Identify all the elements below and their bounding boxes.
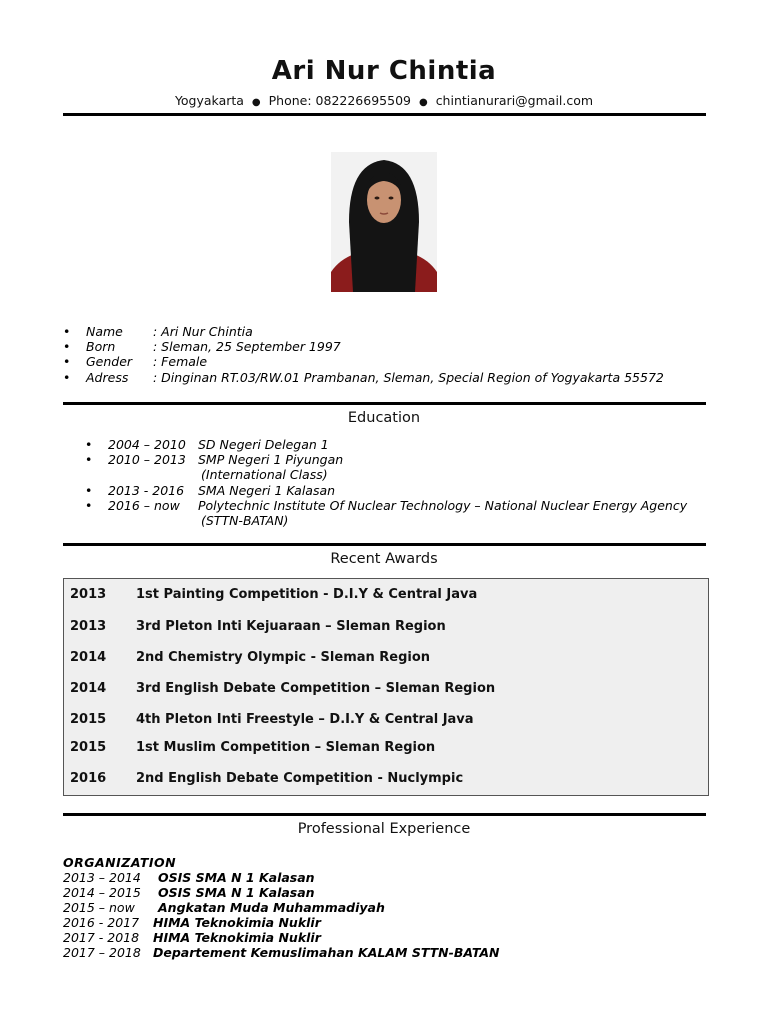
list-item	[63, 354, 703, 369]
info-value: : Dinginan RT.03/RW.01 Prambanan, Sleman, Special Region of Yogyakarta 55572	[153, 369, 664, 385]
org-years: 2017 - 2018	[63, 930, 140, 945]
award-title: 1st Muslim Competition – Sleman Region	[136, 740, 436, 755]
award-year: 2013	[70, 587, 107, 602]
list-item	[63, 370, 703, 385]
list-item	[63, 945, 703, 960]
list-item-note	[85, 467, 705, 482]
award-row	[70, 587, 477, 602]
list-item	[63, 870, 703, 885]
edu-years: 2013 - 2016	[108, 482, 185, 498]
list-item	[85, 452, 705, 467]
organization-title: ORGANIZATION	[63, 855, 177, 870]
profile-photo	[331, 152, 437, 292]
award-year: 2015	[70, 740, 107, 755]
section-divider	[63, 543, 706, 546]
separator-dot: ●	[418, 97, 428, 108]
list-item	[63, 885, 703, 900]
edu-school: SMA Negeri 1 Kalasan	[198, 482, 336, 498]
contact-city: Yogyakarta	[174, 93, 244, 108]
award-title: 4th Pleton Inti Freestyle – D.I.Y & Central Java	[136, 712, 474, 727]
award-row	[70, 740, 435, 755]
header-divider	[63, 113, 706, 116]
award-title: 3rd Pleton Inti Kejuaraan – Sleman Region	[136, 619, 446, 634]
contact-email[interactable]: chintianurari@gmail.com	[435, 93, 594, 108]
contact-phone: Phone: 082226695509	[268, 93, 411, 108]
resume-name: Ari Nur Chintia	[271, 56, 497, 86]
list-item-note	[85, 513, 705, 528]
org-years: 2013 – 2014	[63, 870, 141, 885]
info-label: Born	[86, 339, 116, 355]
award-title: 2nd English Debate Competition - Nuclympic	[136, 771, 464, 786]
info-label: Name	[86, 324, 123, 339]
award-row	[70, 771, 463, 786]
edu-note: (STTN-BATAN)	[201, 513, 289, 529]
org-years: 2017 – 2018	[63, 945, 141, 960]
list-item	[63, 339, 703, 354]
info-value: : Ari Nur Chintia	[153, 324, 253, 339]
award-row	[70, 650, 430, 665]
organization-list	[63, 855, 703, 960]
award-title: 2nd Chemistry Olympic - Sleman Region	[136, 650, 431, 665]
org-role: Angkatan Muda Muhammadiyah	[158, 900, 385, 915]
org-role: Departement Kemuslimahan KALAM STTN-BATAN	[153, 945, 500, 960]
experience-heading: Professional Experience	[297, 821, 471, 837]
org-role: HIMA Teknokimia Nuklir	[153, 915, 321, 930]
edu-years: 2010 – 2013	[108, 452, 186, 468]
awards-heading: Recent Awards	[330, 551, 438, 567]
info-label: Gender	[86, 354, 133, 370]
list-item	[85, 437, 705, 452]
section-divider	[63, 813, 706, 816]
info-value: : Female	[153, 354, 208, 370]
org-role: HIMA Teknokimia Nuklir	[153, 930, 321, 945]
section-divider	[63, 402, 706, 405]
award-year: 2013	[70, 619, 107, 634]
award-title: 3rd English Debate Competition – Sleman Region	[136, 681, 496, 696]
org-years: 2016 - 2017	[63, 915, 140, 930]
education-list	[85, 437, 705, 528]
award-year: 2014	[70, 650, 107, 665]
edu-school: SMP Negeri 1 Piyungan	[198, 452, 344, 468]
list-item	[63, 915, 703, 930]
award-row	[70, 619, 446, 634]
award-title: 1st Painting Competition - D.I.Y & Central Java	[136, 587, 478, 602]
org-role: OSIS SMA N 1 Kalasan	[158, 870, 315, 885]
info-label: Adress	[86, 369, 129, 385]
edu-school: Polytechnic Institute Of Nuclear Technology – National Nuclear Energy Agency	[198, 497, 688, 513]
info-value: : Sleman, 25 September 1997	[153, 339, 341, 355]
edu-school: SD Negeri Delegan 1	[198, 437, 329, 452]
awards-table	[63, 578, 709, 796]
personal-info-list	[63, 324, 703, 385]
list-item	[85, 483, 705, 498]
list-item	[85, 498, 705, 513]
award-year: 2014	[70, 681, 107, 696]
list-item	[63, 324, 703, 339]
award-year: 2016	[70, 771, 107, 786]
contact-line	[0, 93, 768, 108]
edu-years: 2016 – now	[108, 497, 180, 513]
separator-dot: ●	[251, 97, 261, 108]
list-item	[63, 900, 703, 915]
org-years: 2014 – 2015	[63, 885, 141, 900]
award-year: 2015	[70, 712, 107, 727]
org-years: 2015 – now	[63, 900, 135, 915]
award-row	[70, 681, 495, 696]
edu-note: (International Class)	[201, 467, 328, 483]
org-role: OSIS SMA N 1 Kalasan	[158, 885, 315, 900]
award-row	[70, 712, 474, 727]
edu-years: 2004 – 2010	[108, 437, 186, 452]
education-heading: Education	[347, 410, 421, 426]
list-item	[63, 930, 703, 945]
